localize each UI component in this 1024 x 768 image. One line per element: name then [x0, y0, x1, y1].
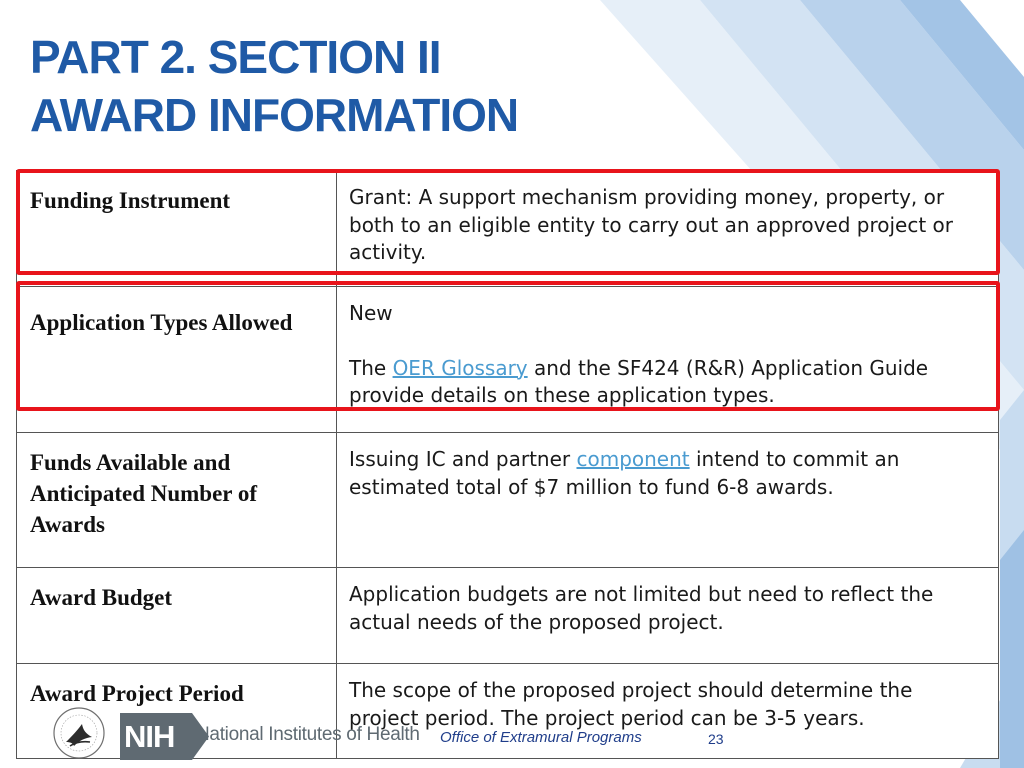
footer-office-name: Office of Extramural Programs — [440, 729, 642, 746]
row-value-application-types — [337, 287, 999, 433]
note-suffix: and the SF424 (R&R) Application Guide provide details on these application types. — [349, 355, 929, 407]
slide-title — [30, 28, 518, 144]
funds-suffix: intend to commit an estimated total of $7 million to fund 6-8 awards. — [349, 447, 900, 499]
row-value-funds-available — [337, 433, 999, 568]
row-value-funding-instrument: Grant: A support mechanism providing money, property, or both to an eligible entity to carry out an approved project or activity. — [337, 171, 999, 287]
component-link[interactable]: component — [576, 447, 690, 471]
table-row — [17, 171, 999, 287]
page-number: 23 — [708, 731, 724, 747]
row-label-application-types: Application Types Allowed — [17, 287, 337, 433]
application-type-new: New — [349, 301, 393, 325]
funds-prefix: Issuing IC and partner — [349, 447, 577, 471]
table-row — [17, 287, 999, 433]
nih-abbrev-box: NIH — [120, 713, 192, 760]
row-label-funds-available: Funds Available and Anticipated Number of Awards — [17, 433, 337, 568]
oer-glossary-link[interactable]: OER Glossary — [392, 355, 528, 380]
row-label-funding-instrument: Funding Instrument — [17, 171, 337, 287]
application-types-note — [349, 355, 984, 410]
row-value-award-project-period: The scope of the proposed project should determine the project period. The project period can be 3-5 years. — [337, 664, 999, 759]
row-value-award-budget: Application budgets are not limited but need to reflect the actual needs of the proposed project. — [337, 568, 999, 664]
row-label-award-project-period: Award Project Period — [17, 664, 337, 759]
award-information-table — [16, 170, 999, 759]
table-row — [17, 568, 999, 664]
slide-title-line-2: AWARD INFORMATION — [30, 89, 519, 141]
row-label-award-budget: Award Budget — [17, 568, 337, 664]
note-prefix: The — [349, 355, 393, 380]
hhs-seal-icon — [52, 706, 106, 760]
slide-title-line-1: PART 2. SECTION II — [30, 31, 441, 83]
table-row — [17, 433, 999, 568]
nih-organization-name: National Institutes of Health — [196, 724, 420, 745]
